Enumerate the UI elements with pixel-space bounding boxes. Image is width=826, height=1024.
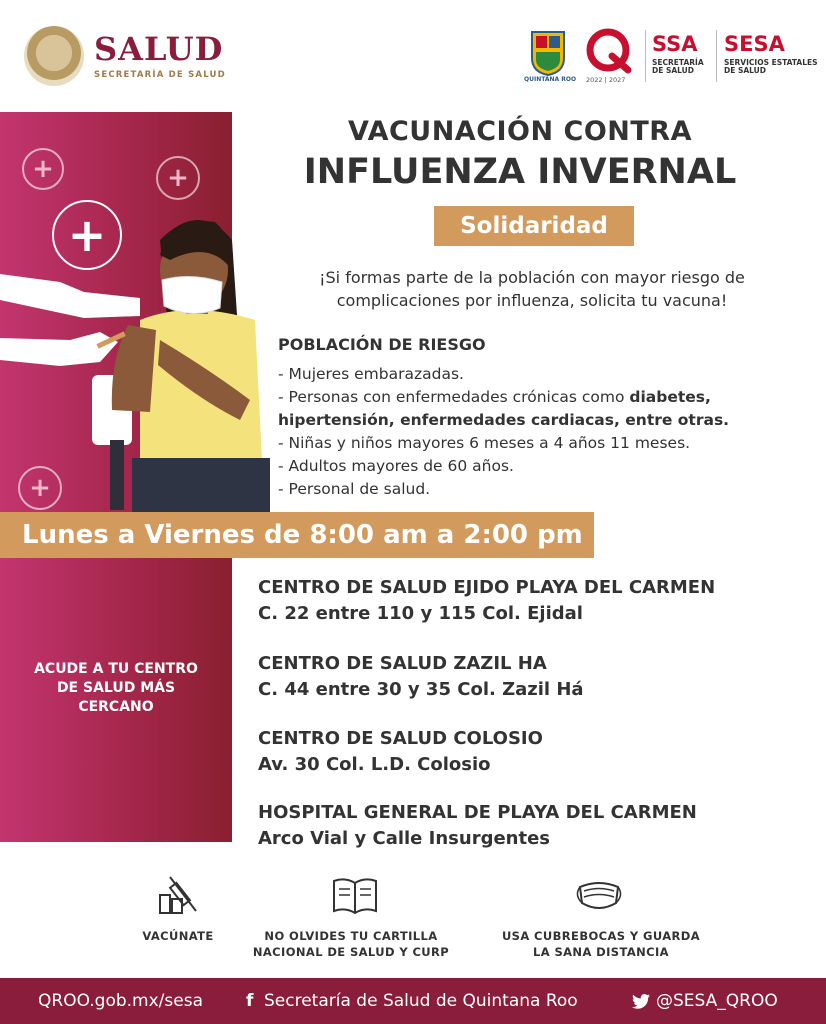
poblacion-heading: POBLACIÓN DE RIESGO [278, 335, 486, 354]
quintana-roo-label: QUINTANA ROO [524, 76, 577, 83]
website-link[interactable]: QROO.gob.mx/sesa [38, 991, 203, 1011]
list-item: - Personal de salud. [278, 480, 431, 498]
syringe-vial-icon [152, 873, 202, 917]
header-divider [645, 30, 646, 82]
schedule-banner: Lunes a Viernes de 8:00 am a 2:00 pm [0, 512, 594, 558]
header-divider [716, 30, 717, 82]
tip-line: NACIONAL DE SALUD Y CURP [252, 945, 450, 959]
intro-line: complicaciones por influenza, solicita tu vacuna! [336, 291, 728, 310]
poblacion-list [278, 363, 818, 501]
tip-cubrebocas [486, 928, 716, 960]
q-government-logo [582, 26, 638, 76]
list-item: - Mujeres embarazadas. [278, 365, 464, 383]
vaccination-illustration [0, 200, 280, 512]
center-address: C. 22 entre 110 y 115 Col. Ejidal [258, 603, 583, 624]
mexico-seal-logo [24, 26, 84, 86]
ssa-logo-subtitle [652, 59, 704, 75]
list-item: - Niñas y niños mayores 6 meses a 4 años 11 meses. [278, 434, 691, 452]
list-item-bold: diabetes, [629, 388, 711, 406]
quintana-roo-shield-logo [528, 28, 568, 76]
ssa-sub-line: DE SALUD [652, 66, 694, 75]
tip-line: LA SANA DISTANCIA [533, 945, 669, 959]
list-item-bold: hipertensión, enfermedades cardiacas, entre otras. [278, 411, 730, 429]
medical-cross-icon: + [52, 200, 122, 270]
medical-cross-icon: + [156, 156, 200, 200]
tip-vacunate: VACÚNATE [142, 929, 214, 943]
tip-line: NO OLVIDES TU CARTILLA [264, 929, 438, 943]
intro-text [272, 266, 792, 312]
list-item-text: - Personas con enfermedades crónicas como [278, 388, 630, 406]
list-item [278, 409, 818, 432]
sesa-logo-word: SESA [724, 32, 785, 56]
title-line-1: VACUNACIÓN CONTRA [348, 116, 692, 147]
facebook-icon: f [246, 991, 254, 1011]
ssa-sub-line: SECRETARÍA [652, 58, 704, 67]
acude-line: ACUDE A TU CENTRO [34, 661, 198, 677]
sesa-sub-line: DE SALUD [724, 66, 766, 75]
facebook-link[interactable]: Secretaría de Salud de Quintana Roo [264, 991, 578, 1011]
location-badge: Solidaridad [434, 206, 634, 246]
acude-centro-text [16, 660, 216, 717]
acude-line: DE SALUD MÁS [56, 680, 176, 696]
intro-line: ¡Si formas parte de la población con mayor riesgo de [319, 268, 745, 287]
footer-bar [0, 978, 826, 1024]
twitter-icon [632, 994, 650, 1009]
medical-cross-icon: + [22, 148, 64, 190]
center-name: CENTRO DE SALUD ZAZIL HA [258, 653, 547, 674]
sesa-sub-line: SERVICIOS ESTATALES [724, 58, 818, 67]
center-address: Arco Vial y Calle Insurgentes [258, 828, 550, 849]
center-name: CENTRO DE SALUD EJIDO PLAYA DEL CARMEN [258, 577, 716, 598]
list-item: - Adultos mayores de 60 años. [278, 457, 514, 475]
medical-cross-icon: + [18, 466, 62, 510]
salud-logo-subtitle: SECRETARÍA DE SALUD [94, 70, 226, 80]
government-period: 2022 | 2027 [586, 76, 626, 84]
tip-line: USA CUBREBOCAS Y GUARDA [501, 929, 701, 943]
sesa-logo-subtitle [724, 59, 818, 75]
center-name: CENTRO DE SALUD COLOSIO [258, 728, 543, 749]
ssa-logo-word: SSA [652, 32, 698, 56]
list-item [278, 386, 818, 409]
center-address: C. 44 entre 30 y 35 Col. Zazil Há [258, 679, 584, 700]
acude-line: CERCANO [78, 699, 154, 715]
title-line-2: INFLUENZA INVERNAL [303, 152, 737, 192]
center-address: Av. 30 Col. L.D. Colosio [258, 754, 491, 775]
tip-cartilla [246, 928, 456, 960]
face-mask-icon [574, 873, 624, 917]
book-icon [330, 873, 380, 917]
twitter-handle[interactable]: @SESA_QROO [656, 991, 778, 1011]
salud-logo-word: SALUD [94, 30, 224, 68]
center-name: HOSPITAL GENERAL DE PLAYA DEL CARMEN [258, 802, 697, 823]
